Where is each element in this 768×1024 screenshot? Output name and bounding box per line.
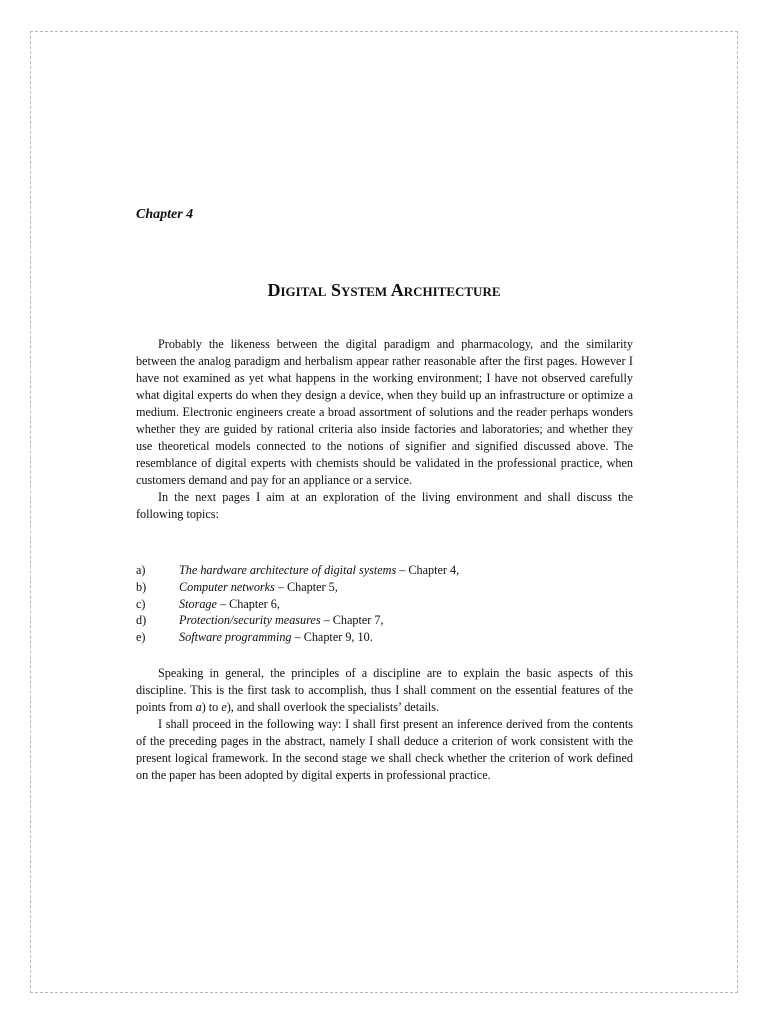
list-item xyxy=(136,562,633,579)
list-item-marker: e) xyxy=(136,630,146,645)
outro-paragraph: I shall proceed in the following way: I shall first present an inference derived from the contents of the preceding pages in the abstract, namely I shall deduce a criterion of work consistent with the present logical framework. In the second stage we shall check whether the criterion of work defined on the paper has been adopted by digital experts in professional practice. xyxy=(136,717,633,782)
list-item-ref: – Chapter 6, xyxy=(216,596,280,611)
chapter-label: Chapter 4 xyxy=(136,207,194,222)
list-item-ref: – Chapter 7, xyxy=(320,613,384,628)
outro-text-run: e xyxy=(221,700,227,714)
list-item-marker: a) xyxy=(136,563,146,577)
list-item-marker: b) xyxy=(136,579,147,594)
list-item-title: Computer networks xyxy=(179,579,275,594)
list-item-title: Protection/security measures xyxy=(179,613,321,628)
outro-text-run: a xyxy=(195,700,202,714)
list-item-title: Storage xyxy=(179,596,217,611)
list-item-title: Software programming xyxy=(179,630,292,645)
list-item xyxy=(136,612,633,629)
intro-text xyxy=(136,336,633,523)
list-item xyxy=(136,596,633,613)
list-item xyxy=(136,579,633,596)
topics-list xyxy=(136,562,633,646)
outro-text-run: ), and shall overlook the specialists’ details. xyxy=(226,700,440,714)
list-item-ref: – Chapter 4, xyxy=(396,563,460,577)
outro-text-run: ) to xyxy=(201,700,222,714)
chapter-title: Digital System Architecture xyxy=(267,280,501,300)
outro-paragraph xyxy=(136,665,633,716)
list-item xyxy=(136,629,633,646)
intro-paragraph: Probably the likeness between the digital paradigm and pharmacology, and the similarity between the analog paradigm and herbalism appear rather reasonable after the first pages. However I have not examined as yet what happens in the working environment; I have not observed carefully what digital experts do when they design a device, when they build up an infrastructure or optimize a medium. Electronic engineers create a broad assortment of solutions and the reader perhaps wonders whether they are guided by rational criteria also inside factories and laboratories; and whether they use theoretical models connected to the notions of signifier and signified discussed above. The resemblance of digital experts with chemists should be validated in the professional practice, when customers demand and pay for an appliance or a service. xyxy=(136,337,633,487)
list-item-title: The hardware architecture of digital systems xyxy=(179,563,397,577)
outro-text-run: Speaking in general, the principles of a discipline are to explain the basic aspects of this discipline. This is the first task to accomplish, thus I shall comment on the essential features of the points from xyxy=(136,666,633,714)
list-item-ref: – Chapter 5, xyxy=(274,579,338,594)
intro-paragraph: In the next pages I aim at an exploration of the living environment and shall discuss the following topics: xyxy=(136,490,633,521)
list-item-ref: – Chapter 9, 10. xyxy=(291,630,373,645)
outro-text xyxy=(136,665,633,784)
list-item-marker: d) xyxy=(136,613,147,628)
list-item-marker: c) xyxy=(136,596,146,611)
